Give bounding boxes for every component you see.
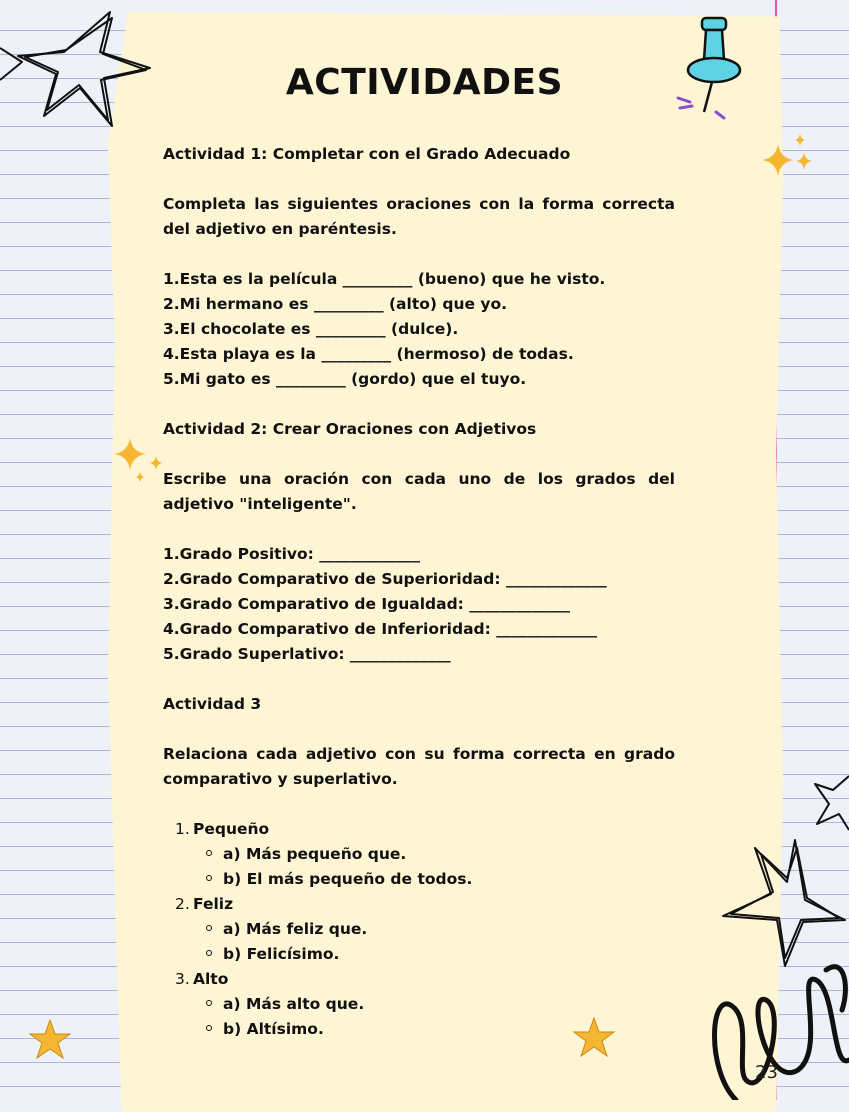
circle-bullet-icon: [206, 850, 212, 856]
page-number: 23: [755, 1062, 778, 1083]
option-item: b) El más pequeño de todos.: [163, 867, 675, 892]
activity-1-item: 5.Mi gato es _________ (gordo) que el tuyo.: [163, 370, 527, 388]
activity-1-item: 4.Esta playa es la _________ (hermoso) de todas.: [163, 345, 574, 363]
activity-2-item: 1.Grado Positivo: _____________: [163, 545, 421, 563]
list-item: [163, 967, 675, 992]
sparkle-icon: [756, 130, 826, 190]
circle-bullet-icon: [206, 875, 212, 881]
sparkle-icon: [28, 1018, 72, 1062]
list-item: [163, 892, 675, 917]
circle-bullet-icon: [206, 1000, 212, 1006]
activity-2-item: 4.Grado Comparativo de Inferioridad: _____________: [163, 620, 597, 638]
option-item: a) Más alto que.: [163, 992, 675, 1017]
circle-bullet-icon: [206, 950, 212, 956]
adjective-word: Alto: [193, 970, 229, 988]
adjective-word: Pequeño: [193, 820, 270, 838]
list-item: [163, 817, 675, 842]
activity-2-item: 2.Grado Comparativo de Superioridad: _____________: [163, 570, 607, 588]
activity-1-item: 1.Esta es la película _________ (bueno) que he visto.: [163, 270, 606, 288]
circle-bullet-icon: [206, 1025, 212, 1031]
activity-1-item: 3.El chocolate es _________ (dulce).: [163, 320, 459, 338]
option-item: b) Altísimo.: [163, 1017, 675, 1042]
activity-2-heading: Actividad 2: Crear Oraciones con Adjetivos: [163, 420, 537, 438]
list-number: 2.: [175, 895, 190, 913]
option-item: b) Felicísimo.: [163, 942, 675, 967]
page-title: ACTIVIDADES: [285, 62, 564, 103]
activity-3-list: [163, 817, 675, 1042]
activity-2-instruction: Escribe una oración con cada uno de los grados del adjetivo "inteligente".: [163, 470, 675, 513]
list-number: 1.: [175, 820, 190, 838]
activity-1-item: 2.Mi hermano es _________ (alto) que yo.: [163, 295, 508, 313]
activity-2-item: 3.Grado Comparativo de Igualdad: _____________: [163, 595, 571, 613]
list-number: 3.: [175, 970, 190, 988]
worksheet-content: [163, 142, 675, 1042]
option-item: a) Más pequeño que.: [163, 842, 675, 867]
adjective-word: Feliz: [193, 895, 234, 913]
star-outline-icon: [715, 770, 849, 970]
circle-bullet-icon: [206, 925, 212, 931]
activity-3-instruction: Relaciona cada adjetivo con su forma correcta en grado comparativo y superlativo.: [163, 745, 675, 788]
activity-1-heading: Actividad 1: Completar con el Grado Adecuado: [163, 145, 571, 163]
activity-1-instruction: Completa las siguientes oraciones con la forma correcta del adjetivo en paréntesis.: [163, 195, 675, 238]
activity-3-heading: Actividad 3: [163, 695, 262, 713]
option-item: a) Más feliz que.: [163, 917, 675, 942]
activity-2-item: 5.Grado Superlativo: _____________: [163, 645, 451, 663]
